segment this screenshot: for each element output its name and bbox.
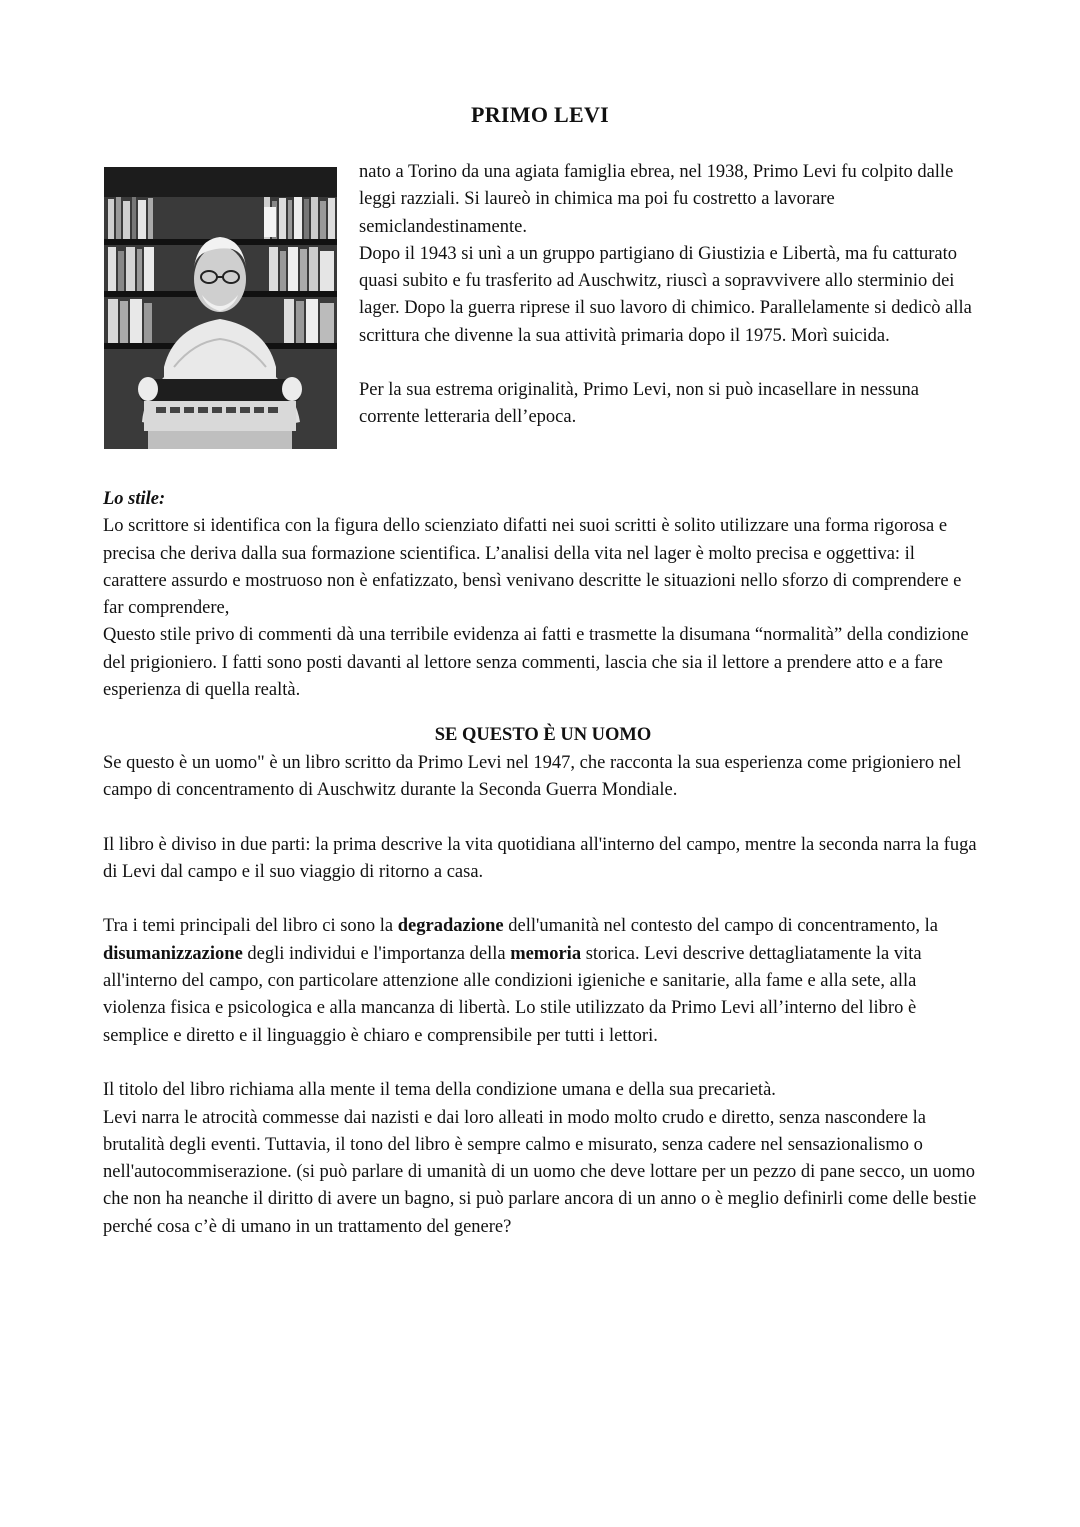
author-bio	[359, 159, 979, 432]
book-paragraph-3	[103, 913, 983, 1049]
book-p3-text-1: Tra i temi principali del libro ci sono la	[103, 916, 398, 937]
book-paragraph-4: Il titolo del libro richiama alla mente il tema della condizione umana e della sua precarietà.	[103, 1080, 776, 1101]
bio-paragraph-1: nato a Torino da una agiata famiglia ebrea, nel 1938, Primo Levi fu colpito dalle leggi razziali. Si laureò in chimica ma poi fu costretto a lavorare semiclandestinamente.	[359, 162, 954, 237]
bio-paragraph-3: Per la sua estrema originalità, Primo Levi, non si può incasellare in nessuna corrente letteraria dell’epoca.	[359, 380, 919, 428]
book-p3-text-2: dell'umanità nel contesto del campo di concentramento, la	[503, 916, 938, 937]
book-paragraph-1: Se questo è un uomo" è un libro scritto da Primo Levi nel 1947, che racconta la sua esperienza come prigioniero nel campo di concentramento di Auschwitz durante la Seconda Guerra Mondiale.	[103, 752, 962, 800]
page-title: PRIMO LEVI	[470, 102, 610, 127]
keyword-disumanizzazione: disumanizzazione	[103, 943, 243, 964]
keyword-memoria: memoria	[510, 943, 582, 964]
main-text	[103, 486, 983, 1241]
style-paragraph-2: Questo stile privo di commenti dà una terribile evidenza ai fatti e trasmette la disumana “normalità” della condizione del prigioniero. I fatti sono posti davanti al lettore senza commenti, lascia che sia il lettore a prendere atto e a fare esperienza di quella realtà.	[103, 625, 969, 701]
author-photo	[104, 167, 337, 449]
book-p3-text-4: storica. Levi descrive dettagliatamente la vita all'interno del campo, con particolare attenzione alle condizioni igieniche e sanitarie, alla fame e alla sete, alla violenza fisica e psicologica e alla mancanza di libertà. Lo stile utilizzato da Primo Levi all’interno del libro è semplice e diretto e il linguaggio è chiaro e comprensibile per tutti i lettori.	[103, 943, 922, 1046]
book-paragraph-5: Levi narra le atrocità commesse dai nazisti e dai loro alleati in modo molto crudo e diretto, senza nascondere la brutalità degli eventi. Tuttavia, il tono del libro è sempre calmo e misurato, senza cadere nel sensazionalismo o nell'autocommiserazione. (si può parlare di umanità di un uomo che deve lottare per un pezzo di pane secco, un uomo che non ha neanche il diritto di avere un bagno, si può parlare ancora di un anno o è meglio definirli come delle bestie perché cosa c’è di umano in un trattamento del genere?	[103, 1107, 977, 1237]
bio-paragraph-2: Dopo il 1943 si unì a un gruppo partigiano di Giustizia e Libertà, ma fu catturato quasi subito e fu trasferito ad Auschwitz, riuscì a sopravvivere allo sterminio dei lager. Dopo la guerra riprese il suo lavoro di chimico. Parallelamente si dedicò alla scrittura che divenne la sua attività primaria dopo il 1975. Morì suicida.	[359, 243, 972, 346]
author-photo-illustration	[104, 167, 337, 449]
style-paragraph-1: Lo scrittore si identifica con la figura dello scienziato difatti nei suoi scritti è solito utilizzare una forma rigorosa e precisa che deriva dalla sua formazione scientifica. L’analisi della vita nel lager è molto precisa e oggettiva: il carattere assurdo e mostruoso non è enfatizzato, bensì venivano descritte le situazioni nello sforzo di comprendere e far comprendere,	[103, 516, 962, 619]
keyword-degradazione: degradazione	[397, 916, 504, 937]
style-heading: Lo stile:	[103, 489, 166, 509]
book-title: SE QUESTO È UN UOMO	[434, 725, 652, 746]
book-paragraph-2: Il libro è diviso in due parti: la prima descrive la vita quotidiana all'interno del campo, mentre la seconda narra la fuga di Levi dal campo e il suo viaggio di ritorno a casa.	[103, 834, 977, 882]
book-p3-text-3: degli individui e l'importanza della	[242, 943, 511, 964]
